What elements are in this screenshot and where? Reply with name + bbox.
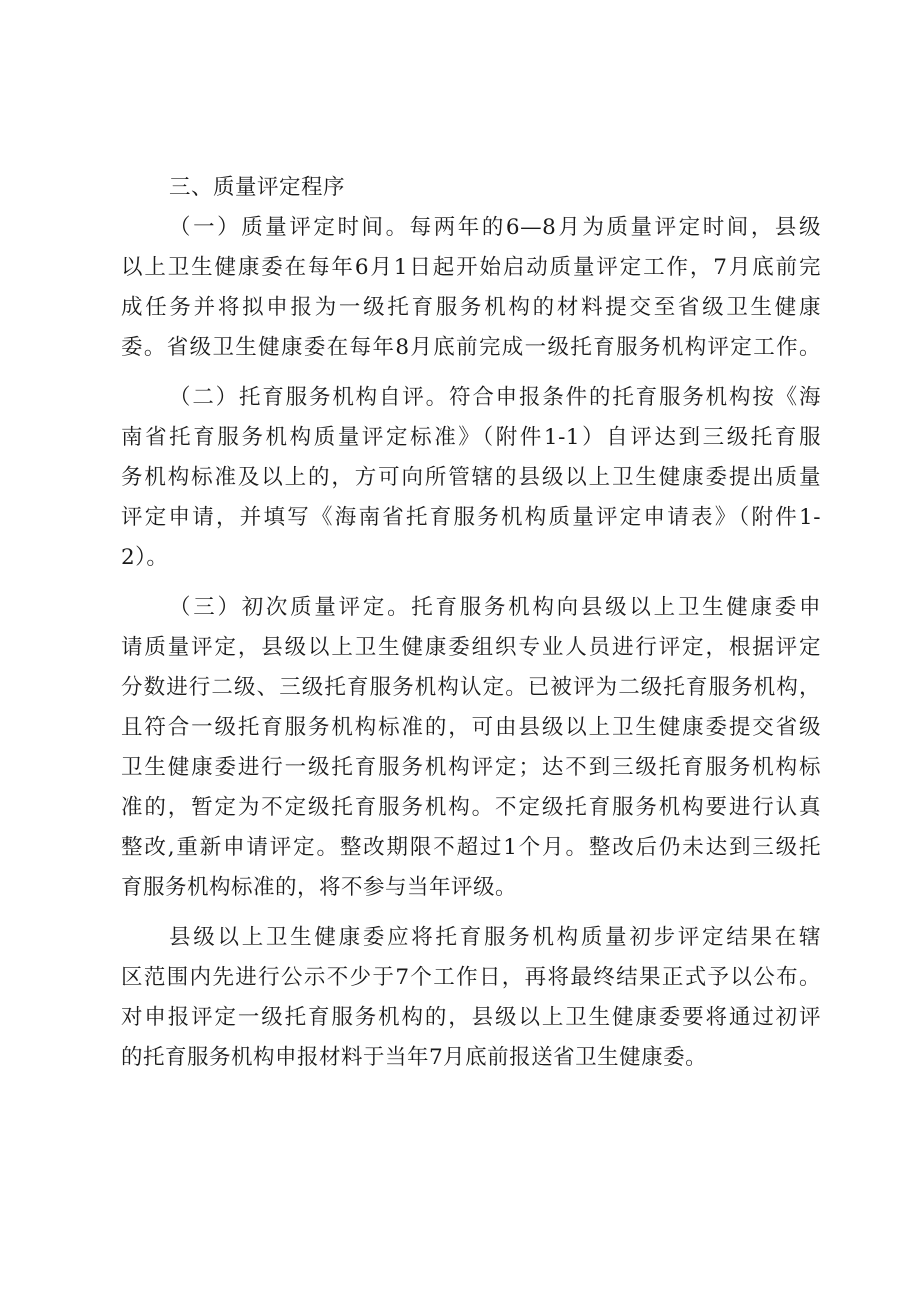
paragraph-line: 委。省级卫生健康委在每年8月底前完成一级托育服务机构评定工作。 (121, 335, 821, 360)
paragraph-line: 2）。 (121, 545, 169, 570)
paragraph-publication (121, 918, 821, 1078)
paragraph-line: （二）托育服务机构自评。符合申报条件的托育服务机构按《海 (169, 385, 821, 410)
paragraph-line: 南省托育服务机构质量评定标准》（附件1-1）自评达到三级托育服 (121, 425, 821, 450)
paragraph-quality-evaluation-time (121, 208, 821, 368)
paragraph-line: 对申报评定一级托育服务机构的，县级以上卫生健康委要将通过初评 (121, 1005, 821, 1030)
paragraph-line: 育服务机构标准的，将不参与当年评级。 (121, 875, 518, 900)
paragraph-line: 整改,重新申请评定。整改期限不超过1个月。整改后仍未达到三级托 (121, 835, 821, 860)
paragraph-line: 分数进行二级、三级托育服务机构认定。已被评为二级托育服务机构， (121, 675, 821, 700)
paragraph-line: （三）初次质量评定。托育服务机构向县级以上卫生健康委申 (169, 595, 821, 620)
paragraph-line: 的托育服务机构申报材料于当年7月底前报送省卫生健康委。 (121, 1045, 708, 1070)
paragraph-line: 请质量评定，县级以上卫生健康委组织专业人员进行评定，根据评定 (121, 635, 821, 660)
paragraph-line: 准的，暂定为不定级托育服务机构。不定级托育服务机构要进行认真 (121, 795, 821, 820)
paragraph-line: 县级以上卫生健康委应将托育服务机构质量初步评定结果在辖 (169, 925, 821, 950)
paragraph-line: 评定申请，并填写《海南省托育服务机构质量评定申请表》（附件1- (121, 505, 821, 530)
paragraph-self-evaluation (121, 378, 821, 578)
paragraph-line: 以上卫生健康委在每年6月1日起开始启动质量评定工作，7月底前完 (121, 255, 821, 280)
paragraph-line: 区范围内先进行公示不少于7个工作日，再将最终结果正式予以公布。 (121, 965, 821, 990)
paragraph-line: 且符合一级托育服务机构标准的，可由县级以上卫生健康委提交省级 (121, 715, 821, 740)
paragraph-line: 成任务并将拟申报为一级托育服务机构的材料提交至省级卫生健康 (121, 295, 821, 320)
paragraph-line: 务机构标准及以上的，方可向所管辖的县级以上卫生健康委提出质量 (121, 465, 821, 490)
paragraph-initial-evaluation (121, 588, 821, 908)
paragraph-line: 卫生健康委进行一级托育服务机构评定；达不到三级托育服务机构标 (121, 755, 821, 780)
section-heading: 三、质量评定程序 (169, 175, 346, 200)
document-body (121, 168, 821, 1078)
paragraph-line: （一）质量评定时间。每两年的6—8月为质量评定时间，县级 (169, 215, 821, 240)
